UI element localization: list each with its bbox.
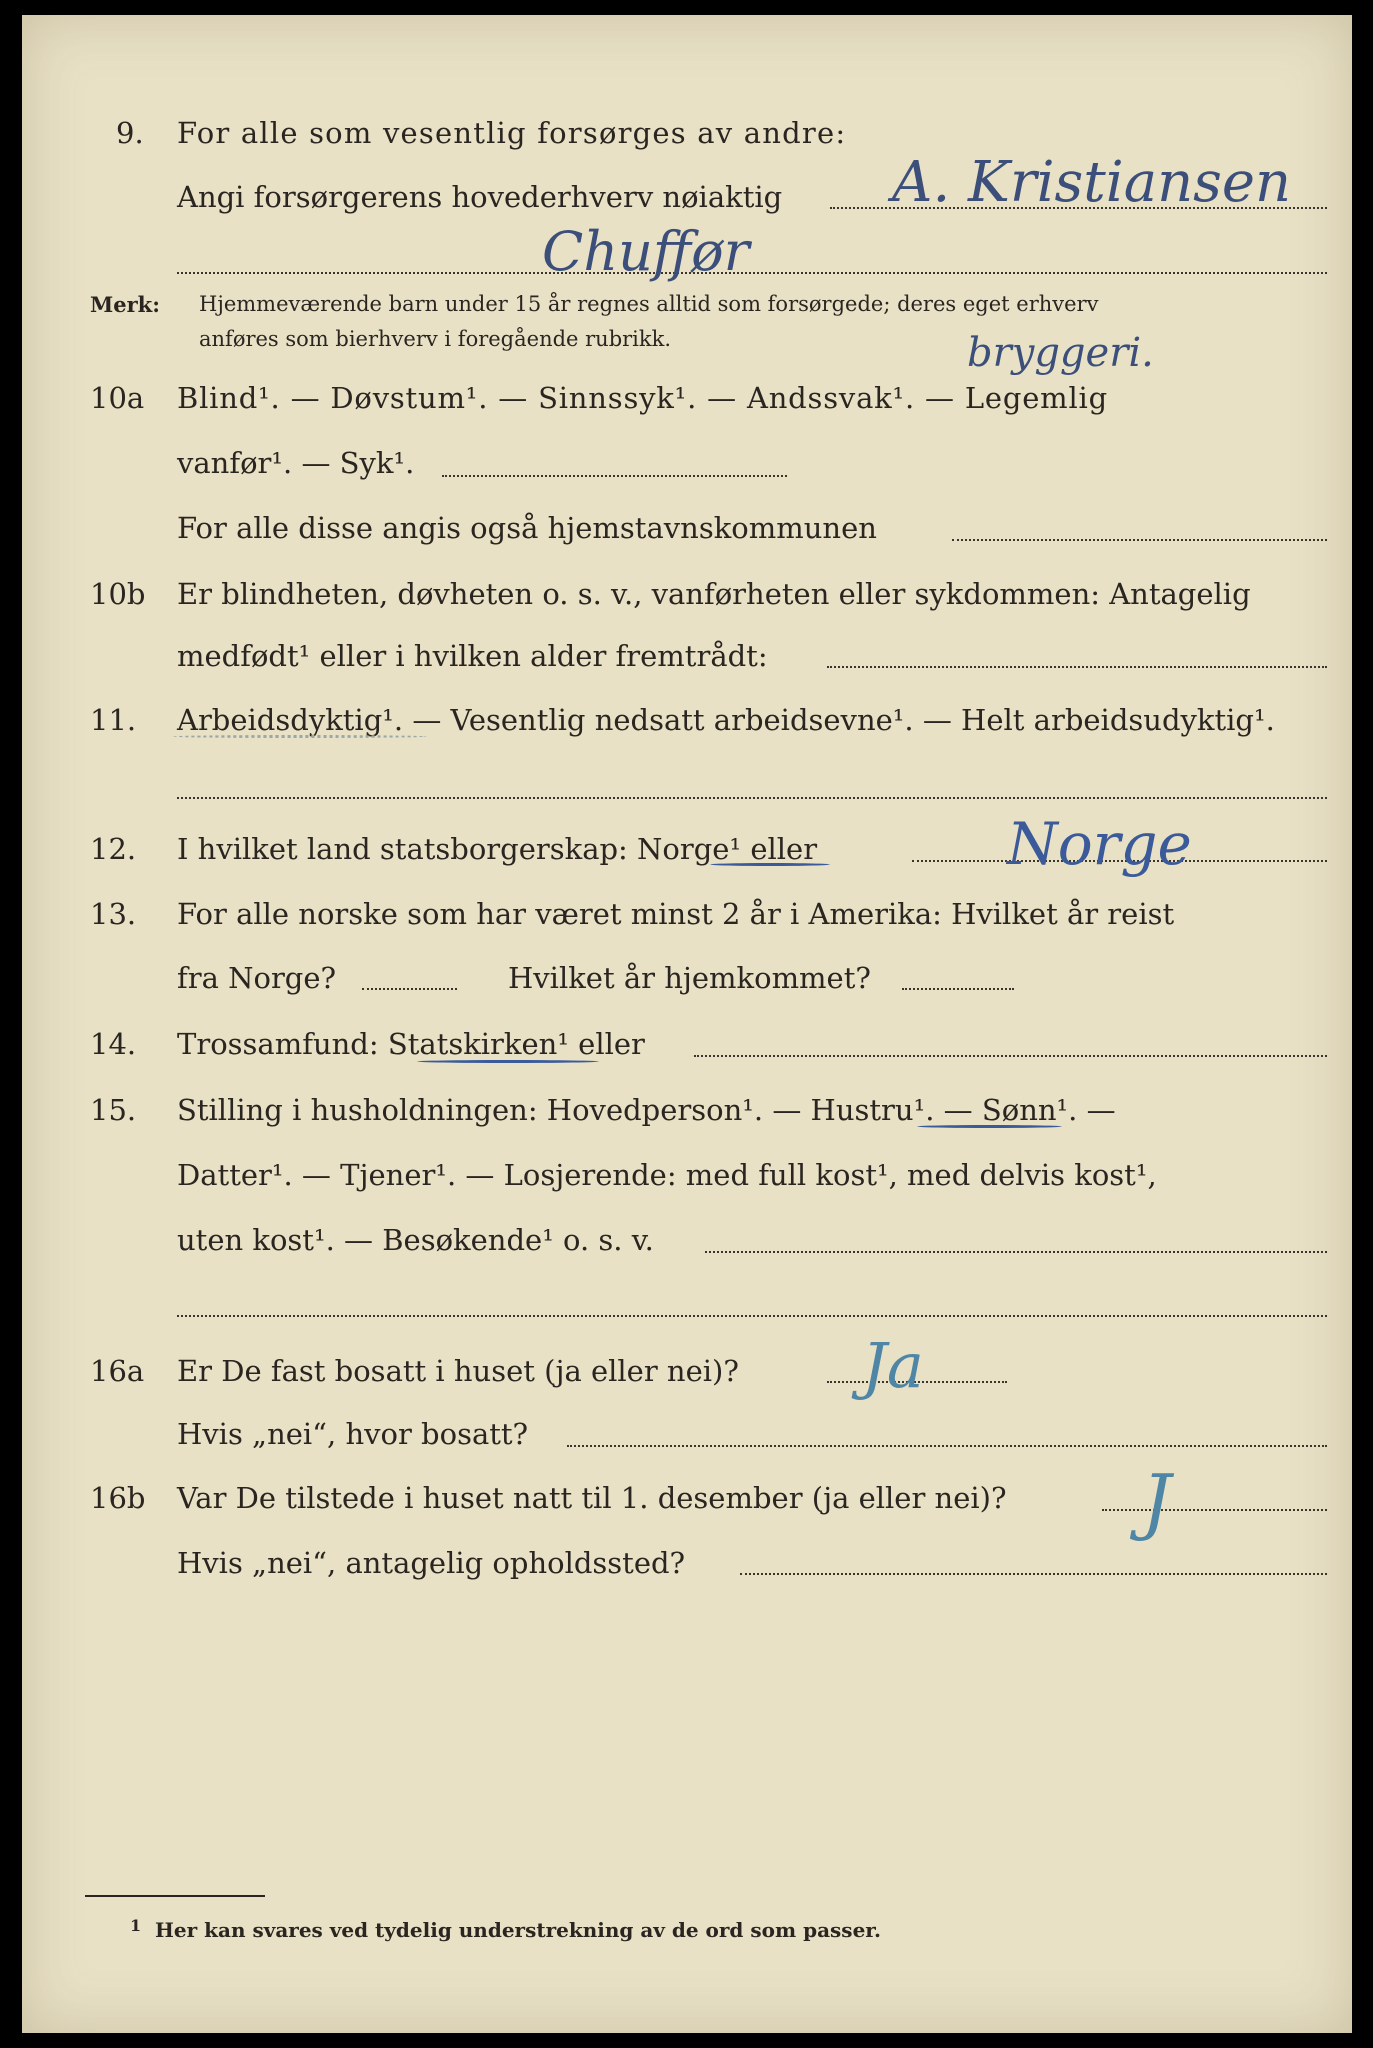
q9-line2: Angi forsørgerens hovederhverv nøiaktig <box>177 180 783 214</box>
q12-line1: I hvilket land statsborgerskap: Norge¹ eller <box>177 832 818 866</box>
q12-number: 12. <box>90 832 137 866</box>
merk-handwritten-note: bryggeri. <box>967 330 1154 376</box>
q10b-line2: medfødt¹ eller i hvilken alder fremtrådt: <box>177 639 768 673</box>
q12-handwritten-answer: Norge <box>1007 810 1192 878</box>
merk-label: Merk: <box>90 292 160 317</box>
q11-answer-line[interactable] <box>177 797 1327 799</box>
q12-norge-underline <box>710 863 830 866</box>
q15-answer-line-2[interactable] <box>177 1315 1327 1317</box>
q16b-answer-line[interactable] <box>1102 1509 1327 1511</box>
footnote-mark: 1 <box>130 1916 142 1935</box>
q15-answer-line[interactable] <box>705 1251 1327 1253</box>
q10b-answer-line[interactable] <box>827 666 1327 668</box>
q16a-line2: Hvis „nei“, hvor bosatt? <box>177 1417 529 1451</box>
q11-line1: Arbeidsdyktig¹. — Vesentlig nedsatt arbeidsevne¹. — Helt arbeidsudyktig¹. <box>177 703 1275 737</box>
q10a-line3: For alle disse angis også hjemstavnskommunen <box>177 511 877 545</box>
q9-handwritten-answer-2: Chuffør <box>542 220 750 283</box>
q14-answer-line[interactable] <box>694 1055 1327 1057</box>
q13-return-year-line[interactable] <box>902 988 1014 990</box>
q10a-answer-line[interactable] <box>442 475 787 477</box>
q10b-number: 10b <box>90 577 146 611</box>
q14-number: 14. <box>90 1027 137 1061</box>
q16a-handwritten-answer: Ja <box>862 1329 924 1402</box>
q11-faint-underline <box>172 735 427 738</box>
q14-statskirken-underline <box>417 1060 599 1063</box>
q13-departure-year-line[interactable] <box>362 988 457 990</box>
q15-line3: uten kost¹. — Besøkende¹ o. s. v. <box>177 1223 654 1257</box>
q15-line1: Stilling i husholdningen: Hovedperson¹. — Hustru¹. — Sønn¹. — <box>177 1093 1116 1127</box>
q9-answer-line-2[interactable] <box>177 272 1327 274</box>
q13-number: 13. <box>90 897 137 931</box>
footnote-text: Her kan svares ved tydelig understrekning av de ord som passer. <box>155 1918 881 1942</box>
q9-number: 9. <box>116 116 144 150</box>
q10a-number: 10a <box>90 381 145 415</box>
q10a-line1: Blind¹. — Døvstum¹. — Sinnssyk¹. — Andssvak¹. — Legemlig <box>177 381 1108 415</box>
q16a-number: 16a <box>90 1354 145 1388</box>
q16b-line2: Hvis „nei“, antagelig opholdssted? <box>177 1546 686 1580</box>
q15-number: 15. <box>90 1093 137 1127</box>
q16b-line1: Var De tilstede i huset natt til 1. desember (ja eller nei)? <box>177 1481 1007 1515</box>
q13-line2b: Hvilket år hjemkommet? <box>508 961 871 995</box>
q16a-line1: Er De fast bosatt i huset (ja eller nei)? <box>177 1354 739 1388</box>
q10a-municipality-line[interactable] <box>952 539 1327 541</box>
q13-line1: For alle norske som har været minst 2 år i Amerika: Hvilket år reist <box>177 897 1175 931</box>
q13-line2a: fra Norge? <box>177 961 337 995</box>
q14-line1: Trossamfund: Statskirken¹ eller <box>177 1027 645 1061</box>
census-form-page <box>22 15 1352 2033</box>
q16b-whereabouts-line[interactable] <box>740 1573 1327 1575</box>
q16b-number: 16b <box>90 1481 146 1515</box>
q11-number: 11. <box>90 703 137 737</box>
q16b-handwritten-answer: J <box>1142 1459 1171 1543</box>
q9-handwritten-answer: A. Kristiansen <box>892 150 1292 215</box>
q15-line2: Datter¹. — Tjener¹. — Losjerende: med full kost¹, med delvis kost¹, <box>177 1158 1157 1192</box>
q10b-line1: Er blindheten, døvheten o. s. v., vanførheten eller sykdommen: Antagelig <box>177 577 1251 611</box>
q9-line1: For alle som vesentlig forsørges av andre: <box>177 116 847 150</box>
q10a-line2: vanfør¹. — Syk¹. <box>177 446 415 480</box>
footnote-rule <box>85 1895 265 1897</box>
q16a-residence-line[interactable] <box>567 1445 1327 1447</box>
q15-hustru-underline <box>917 1125 1062 1128</box>
merk-line1: Hjemmeværende barn under 15 år regnes alltid som forsørgede; deres eget erhverv <box>199 292 1099 316</box>
merk-line2: anføres som bierhverv i foregående rubrikk. <box>199 327 672 351</box>
